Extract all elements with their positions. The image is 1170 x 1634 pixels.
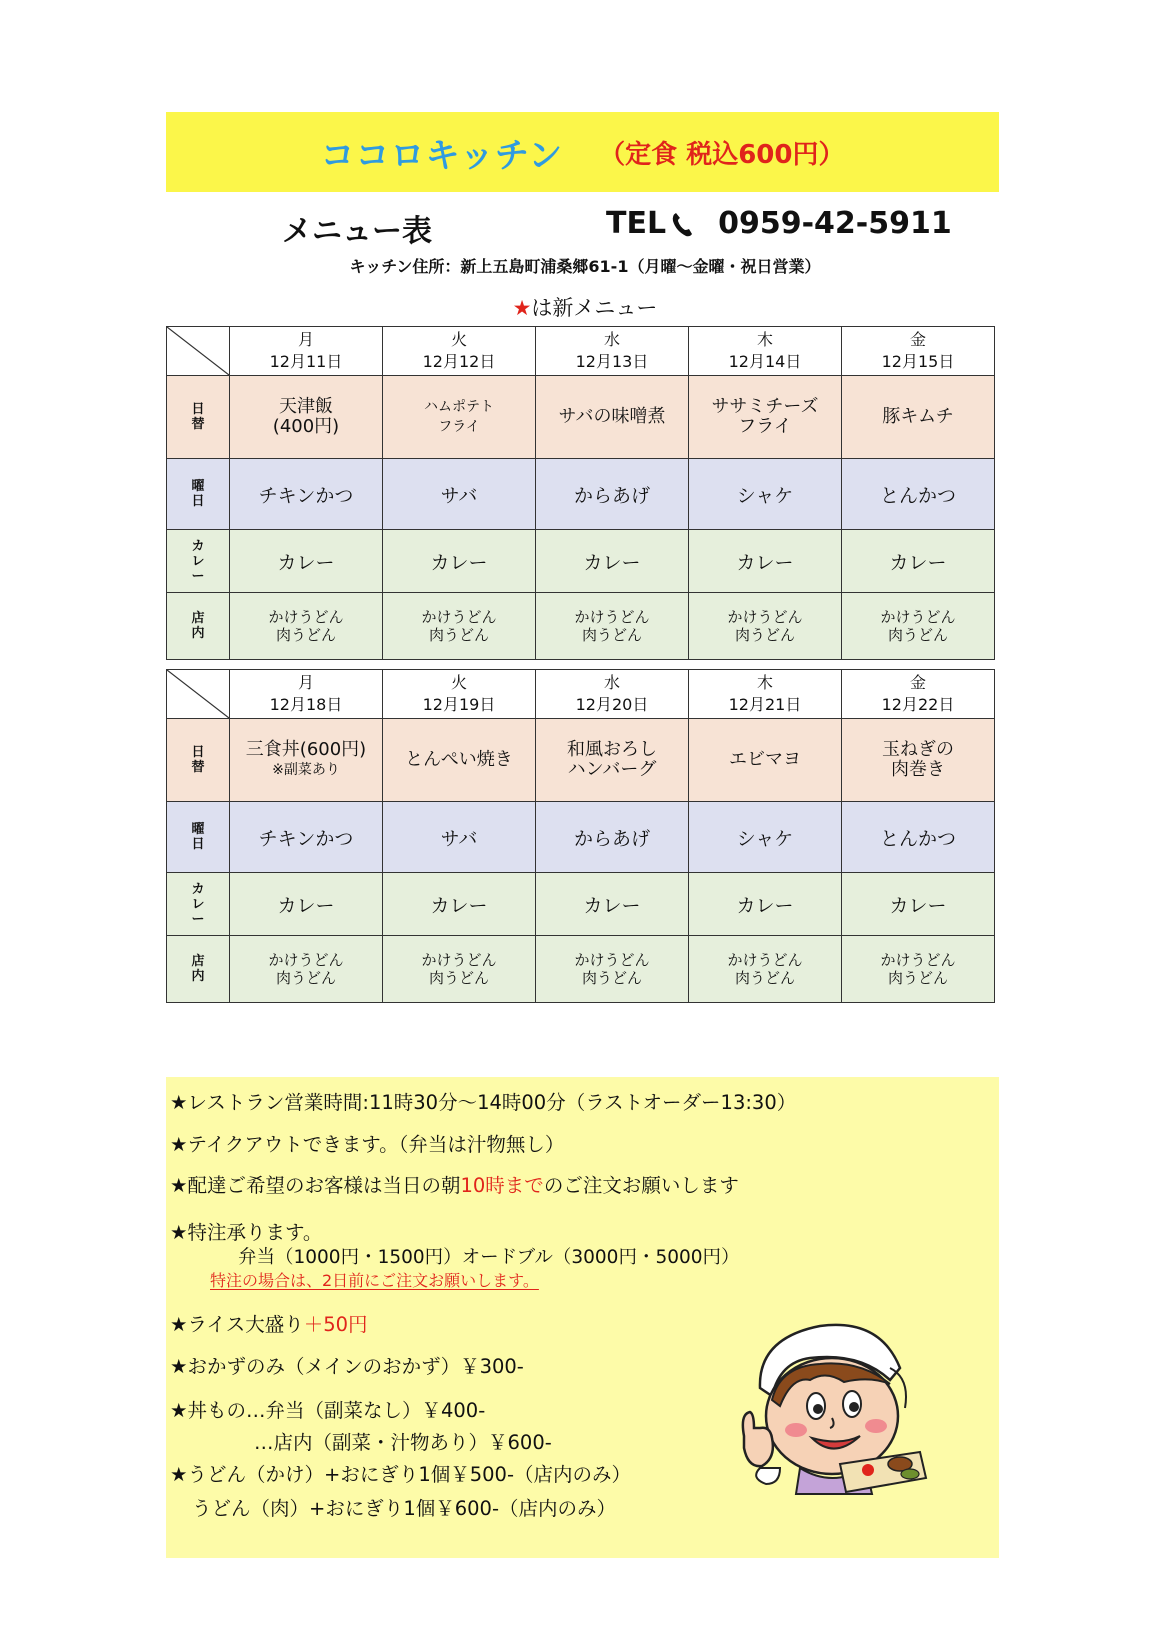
notice-special-note: 特注の場合は、2日前にご注文お願いします。 (210, 1271, 539, 1290)
row-label-udon: 店 内 (167, 936, 230, 1003)
menu-cell: カレー (842, 530, 995, 593)
udon-row (167, 593, 995, 660)
row-label-udon: 店 内 (167, 593, 230, 660)
notice-delivery: ★配達ご希望のお客様は当日の朝10時までのご注文お願いします (170, 1174, 739, 1197)
notice-okazu: ★おかずのみ（メインのおかず）￥300- (170, 1355, 524, 1378)
menu-cell: かけうどん 肉うどん (230, 936, 383, 1003)
menu-cell: カレー (383, 530, 536, 593)
menu-cell: かけうどん 肉うどん (689, 593, 842, 660)
star-icon: ★ (512, 296, 532, 320)
menu-cell: かけうどん 肉うどん (842, 936, 995, 1003)
tel-label: TEL (606, 206, 667, 241)
date-cell: 月 12月11日 (230, 327, 383, 376)
notice-don-1: ★丼もの…弁当（副菜なし）￥400- (170, 1399, 486, 1422)
menu-cell: かけうどん 肉うどん (689, 936, 842, 1003)
menu-cell: ハムポテト フライ (383, 376, 536, 459)
daily-special-row (167, 376, 995, 459)
notice-udon-1: ★うどん（かけ）+おにぎり1個￥500-（店内のみ） (170, 1463, 631, 1486)
notice-takeout: ★テイクアウトできます。（弁当は汁物無し） (170, 1133, 565, 1156)
menu-cell: カレー (536, 530, 689, 593)
date-cell: 木 12月14日 (689, 327, 842, 376)
weekday-menu-row (167, 459, 995, 530)
menu-cell: カレー (536, 873, 689, 936)
menu-cell: からあげ (536, 802, 689, 873)
date-cell: 水 12月13日 (536, 327, 689, 376)
row-label-daily: 日 替 (167, 719, 230, 802)
row-label-dow: 曜 日 (167, 459, 230, 530)
address: キッチン住所：新上五島町浦桑郷61-1（月曜～金曜・祝日営業） (349, 257, 821, 276)
menu-cell: カレー (689, 873, 842, 936)
menu-cell: かけうどん 肉うどん (536, 593, 689, 660)
date-header-row (167, 327, 995, 376)
menu-cell: とんぺい焼き (383, 719, 536, 802)
corner-cell (167, 670, 230, 719)
price-note: （定食 税込600円） (599, 139, 845, 170)
menu-cell: チキンかつ (230, 459, 383, 530)
curry-row (167, 873, 995, 936)
title-banner (166, 112, 999, 192)
menu-cell: カレー (689, 530, 842, 593)
weekday-menu-row (167, 802, 995, 873)
menu-cell: とんかつ (842, 802, 995, 873)
row-label-curry: カ レ ー (167, 530, 230, 593)
menu-cell: からあげ (536, 459, 689, 530)
phone-icon (670, 209, 696, 239)
date-cell: 月 12月18日 (230, 670, 383, 719)
notice-udon-2: うどん（肉）+おにぎり1個￥600-（店内のみ） (192, 1497, 617, 1520)
curry-row (167, 530, 995, 593)
new-menu-note (0, 292, 1170, 322)
menu-cell: 天津飯 (400円) (230, 376, 383, 459)
menu-cell: サバの味噌煮 (536, 376, 689, 459)
notice-don-2: …店内（副菜・汁物あり）￥600- (254, 1431, 552, 1454)
menu-cell: カレー (842, 873, 995, 936)
date-cell: 金 12月22日 (842, 670, 995, 719)
mascot-illustration (740, 1318, 930, 1498)
menu-cell: とんかつ (842, 459, 995, 530)
shop-name: ココロキッチン (320, 135, 564, 176)
menu-label: メニュー表 (282, 214, 432, 249)
date-cell: 金 12月15日 (842, 327, 995, 376)
menu-cell: サバ (383, 802, 536, 873)
notice-rice: ★ライス大盛り＋50円 (170, 1313, 368, 1336)
row-label-daily: 日 替 (167, 376, 230, 459)
menu-cell: かけうどん 肉うどん (536, 936, 689, 1003)
tel-line (606, 206, 952, 241)
row-label-curry: カ レ ー (167, 873, 230, 936)
menu-cell: かけうどん 肉うどん (230, 593, 383, 660)
menu-cell: カレー (230, 530, 383, 593)
menu-cell: 和風おろし ハンバーグ (536, 719, 689, 802)
menu-cell: サバ (383, 459, 536, 530)
menu-cell: エビマヨ (689, 719, 842, 802)
menu-cell: かけうどん 肉うどん (383, 593, 536, 660)
notice-hours: ★レストラン営業時間:11時30分～14時00分（ラストオーダー13:30） (170, 1091, 797, 1114)
menu-cell: 玉ねぎの 肉巻き (842, 719, 995, 802)
menu-cell: チキンかつ (230, 802, 383, 873)
menu-cell: カレー (383, 873, 536, 936)
date-cell: 火 12月12日 (383, 327, 536, 376)
notice-special-detail: 弁当（1000円・1500円）オードブル（3000円・5000円） (238, 1247, 740, 1268)
date-cell: 木 12月21日 (689, 670, 842, 719)
menu-cell: 豚キムチ (842, 376, 995, 459)
menu-cell: シャケ (689, 802, 842, 873)
menu-cell: ササミチーズ フライ (689, 376, 842, 459)
date-header-row (167, 670, 995, 719)
udon-row (167, 936, 995, 1003)
daily-special-row (167, 719, 995, 802)
new-menu-note-text: は新メニュー (531, 296, 658, 320)
menu-cell: カレー (230, 873, 383, 936)
menu-table-week-2 (166, 669, 995, 1003)
menu-cell: かけうどん 肉うどん (383, 936, 536, 1003)
tel-number: 0959-42-5911 (718, 206, 952, 241)
corner-cell (167, 327, 230, 376)
date-cell: 火 12月19日 (383, 670, 536, 719)
menu-cell: かけうどん 肉うどん (842, 593, 995, 660)
menu-table-week-1 (166, 326, 995, 660)
menu-cell: 三食丼(600円) ※副菜あり (230, 719, 383, 802)
notice-special-title: ★特注承ります。 (170, 1221, 323, 1244)
date-cell: 水 12月20日 (536, 670, 689, 719)
menu-cell: シャケ (689, 459, 842, 530)
row-label-dow: 曜 日 (167, 802, 230, 873)
